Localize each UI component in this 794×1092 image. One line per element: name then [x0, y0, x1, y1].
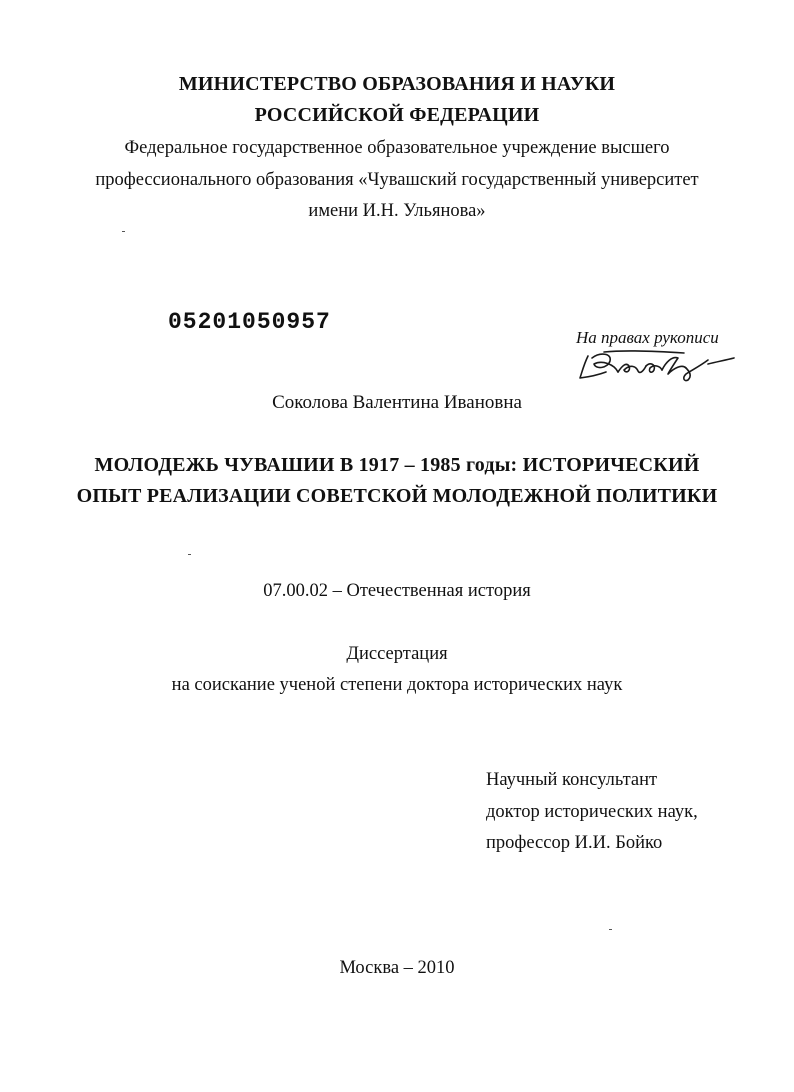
- scan-speck: [122, 231, 125, 232]
- scan-speck: [188, 554, 191, 555]
- work-type: Диссертация: [346, 644, 448, 664]
- institution-line-1: Федеральное государственное образовательное учреждение высшего: [124, 138, 670, 158]
- degree-line: на соискание ученой степени доктора исторических наук: [171, 675, 623, 695]
- place-year: Москва – 2010: [339, 958, 455, 978]
- manuscript-note: На правах рукописи: [576, 328, 719, 347]
- signature-image: [574, 344, 739, 386]
- consultant-role: Научный консультант: [486, 770, 658, 790]
- consultant-degree: доктор исторических наук,: [486, 802, 698, 822]
- title-line-2: ОПЫТ РЕАЛИЗАЦИИ СОВЕТСКОЙ МОЛОДЕЖНОЙ ПОЛИТИКИ: [76, 485, 718, 507]
- scan-speck: [609, 929, 612, 930]
- institution-line-3: имени И.Н. Ульянова»: [308, 201, 486, 221]
- ministry-line-1: МИНИСТЕРСТВО ОБРАЗОВАНИЯ И НАУКИ: [178, 73, 616, 95]
- document-number: 05201050957: [168, 309, 331, 335]
- title-line-1: МОЛОДЕЖЬ ЧУВАШИИ В 1917 – 1985 годы: ИСТОРИЧЕСКИЙ: [94, 454, 700, 476]
- consultant-name: профессор И.И. Бойко: [486, 833, 663, 853]
- author-name: Соколова Валентина Ивановна: [272, 392, 522, 413]
- ministry-line-2: РОССИЙСКОЙ ФЕДЕРАЦИИ: [254, 104, 540, 126]
- specialty-code: 07.00.02 – Отечественная история: [263, 581, 531, 601]
- institution-line-2: профессионального образования «Чувашский государственный университет: [95, 170, 699, 190]
